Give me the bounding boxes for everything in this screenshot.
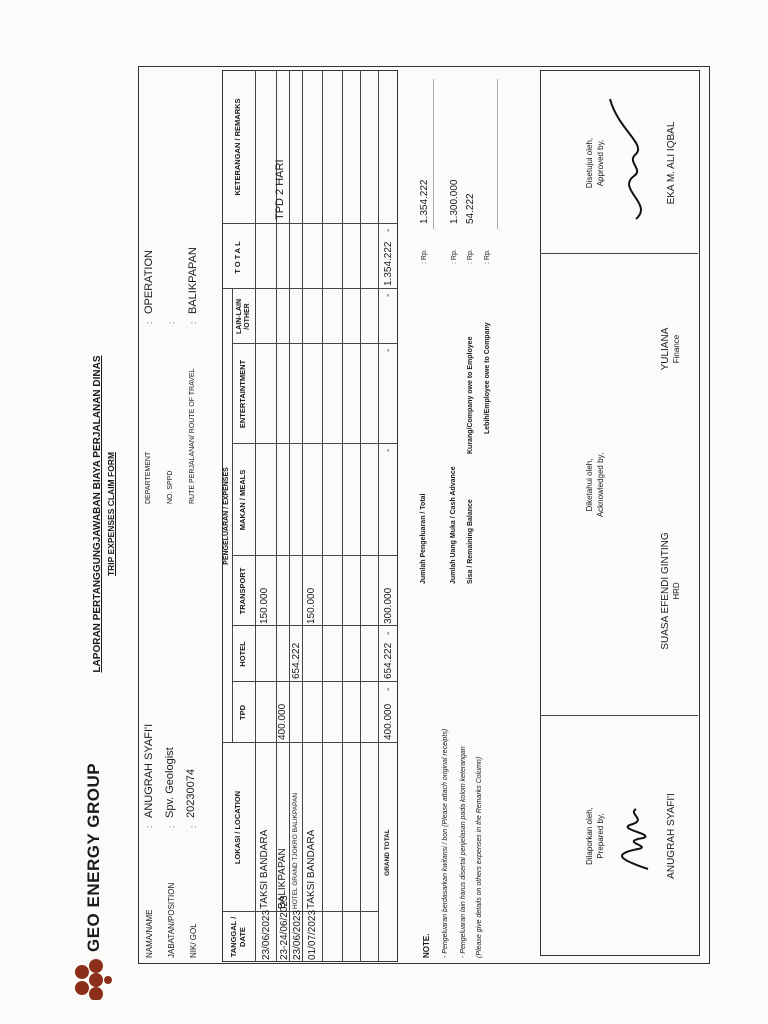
grand-total-dash: - <box>383 228 394 232</box>
summary-advance-label: Jumlah Uang Muka / Cash Advance <box>450 466 457 584</box>
prepared-label-en: Prepared by, <box>596 813 605 859</box>
position-label: JABATAN/POSITION <box>167 882 176 958</box>
sppd-colon: : <box>167 321 176 324</box>
grand-total-transport: 300.000 <box>383 587 394 624</box>
col-line <box>232 681 398 682</box>
row3-location: HOTEL GRAND TJOKRO BALIKPAPAN <box>292 792 299 909</box>
position-value: Spv. Geologist <box>164 747 176 818</box>
acknowledged-label: Diketahui oleh, <box>585 458 594 512</box>
company-logo <box>72 958 112 1000</box>
summary-company-owe-cur: : Rp. <box>467 249 474 264</box>
department-value: OPERATION <box>143 250 155 314</box>
grand-total-dash: - <box>383 631 394 635</box>
grand-total-dash: - <box>383 687 394 691</box>
grand-total-tpd: 400.000 <box>383 703 394 740</box>
grand-total-label: GRAND TOTAL <box>384 829 392 876</box>
summary-employee-owe-label: Lebih/Employee owe to Company <box>484 322 491 434</box>
approved-label-en: Approved by, <box>596 139 605 187</box>
acknowledged-name-2: YULIANA <box>660 327 671 371</box>
row1-transport: 150.000 <box>259 587 270 624</box>
company-name: GEO ENERGY GROUP <box>84 762 103 952</box>
col-header-total: TOTAL <box>233 239 243 274</box>
department-colon: : <box>145 321 154 324</box>
route-label: RUTE PERJALANAN/ ROUTE OF TRAVEL <box>189 368 196 504</box>
row2-location: BALIKPAPAN <box>277 848 288 909</box>
name-colon: : <box>145 825 154 828</box>
summary-total-cur: : Rp. <box>421 249 428 264</box>
note-line-3: (Please give details on others expenses in the Remarks Column) <box>476 756 483 958</box>
route-value: BALIKPAPAN <box>187 247 199 314</box>
summary-company-owe-value: 54.222 <box>465 193 476 224</box>
row-line <box>342 70 343 962</box>
col-header-transport: TRANSPORT <box>238 567 248 615</box>
row2-tpd: 400.000 <box>277 703 288 740</box>
col-line <box>232 555 398 556</box>
col-header-expenses-group: PENGELUARAN / EXPENSES <box>223 467 231 565</box>
col-line <box>232 343 398 344</box>
prepared-label: Dilaporkan oleh, <box>585 807 594 865</box>
nik-label: NIK/ GOL <box>189 923 198 958</box>
approved-label: Disetujui oleh, <box>585 137 594 189</box>
summary-advance-cur: : Rp. <box>451 249 458 264</box>
row-line <box>302 70 303 962</box>
row2-date: 23-24/06/2023 <box>279 895 290 960</box>
col-line <box>232 625 398 626</box>
approved-signature <box>606 94 658 224</box>
nik-colon: : <box>189 825 198 828</box>
col-header-other: LAIN-LAIN /OTHER <box>235 299 251 334</box>
department-label: DEPARTEMENT <box>145 451 152 504</box>
sppd-label: NO. SPPD <box>167 470 174 504</box>
prepared-name: ANUGRAH SYAFI'I <box>666 793 677 879</box>
name-label: NAMA/NAME <box>145 909 154 958</box>
summary-underline <box>497 79 498 229</box>
acknowledged-role-1: HRD <box>672 582 681 600</box>
col-header-hotel: HOTEL <box>238 641 248 667</box>
header-bottom-line <box>255 70 256 962</box>
prepared-signature <box>608 804 658 874</box>
col-header-tpd: TPD <box>238 705 248 720</box>
form-subtitle: TRIP EXPENSES CLAIM FORM <box>106 451 116 577</box>
acknowledged-role-2: Finance <box>672 334 681 364</box>
summary-total-label: Jumlah Pengeluaran / Total <box>420 493 427 584</box>
row-line <box>322 70 323 962</box>
summary-employee-owe-cur: : Rp. <box>484 249 491 264</box>
col-header-remarks: KETERANGAN / REMARKS <box>233 98 243 196</box>
grand-total-other: - <box>383 293 394 297</box>
row-line <box>289 70 290 962</box>
col-header-date: TANGGAL / DATE <box>229 916 247 958</box>
row1-date: 23/06/2023 <box>261 909 272 960</box>
row3-date: 23/06/2023 <box>292 909 303 960</box>
col-header-meals: MAKAN / MEALS <box>238 469 248 531</box>
grand-total-total: 1.354.222 <box>383 241 394 286</box>
summary-advance-value: 1.300.000 <box>449 179 460 224</box>
row2-remarks: TPD 2 HARI <box>274 159 286 220</box>
col-header-entertainment: ENTERTAINTMENT <box>238 359 248 429</box>
row3-hotel: 654.222 <box>291 642 302 679</box>
row4-date: 01/07/2023 <box>307 909 318 960</box>
form-title: LAPORAN PERTANGGUNGJAWABAN BIAYA PERJALANAN DINAS <box>92 355 103 673</box>
summary-total-value: 1.354.222 <box>419 179 430 224</box>
row4-transport: 150.000 <box>306 587 317 624</box>
summary-balance-label: Sisa / Remaining Balance <box>467 499 474 584</box>
position-colon: : <box>167 825 176 828</box>
summary-company-owe-label: Kurang/Company owe to Employee <box>467 336 474 454</box>
acknowledged-name-1: SUASA EFENDI GINTING <box>660 532 671 650</box>
row-line <box>360 70 361 962</box>
col-line <box>232 443 398 444</box>
row4-location: TAKSI BANDARA <box>306 829 317 909</box>
note-line-2: - Pengeluaran lain harus disertai penjelasan pada kolom keterangan <box>460 746 467 958</box>
grand-total-hotel: 654.222 <box>383 642 394 679</box>
nik-value: 20230074 <box>185 769 197 818</box>
route-colon: : <box>189 321 198 324</box>
grand-total-meals: - <box>383 448 394 452</box>
col-header-location: LOKASI / LOCATION <box>233 790 243 865</box>
row1-location: TAKSI BANDARA <box>259 829 270 909</box>
grand-total-entertainment: - <box>383 348 394 352</box>
approved-name: EKA M. ALI IQBAL <box>666 121 677 205</box>
acknowledged-label-en: Acknowledged by, <box>596 452 605 518</box>
name-value: ANUGRAH SYAFI'I <box>143 723 155 818</box>
summary-underline <box>433 79 434 229</box>
note-label: NOTE. <box>422 933 431 958</box>
note-line-1: - Pengeluaran berdasarkan kwitansi / bon (Please attach original receipts) <box>442 728 449 958</box>
